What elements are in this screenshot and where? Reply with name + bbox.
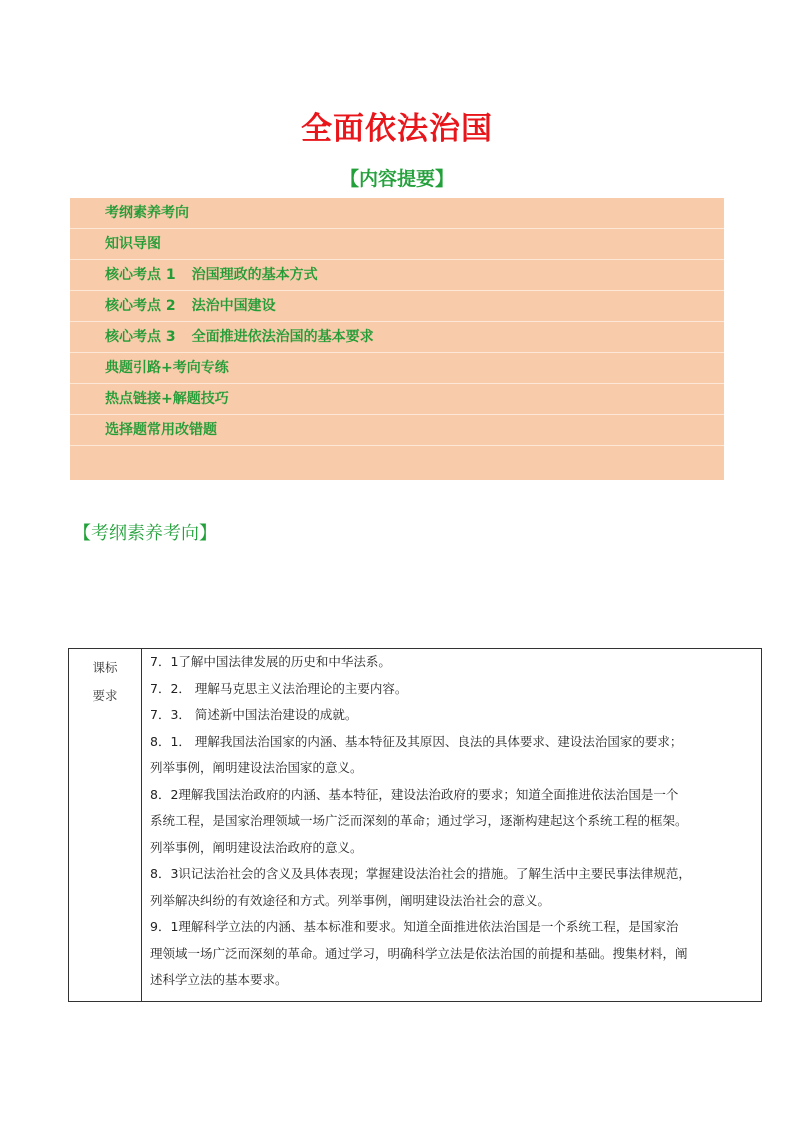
- toc-item[interactable]: [70, 198, 724, 229]
- toc-item[interactable]: [70, 384, 724, 415]
- toc-item-label: 核心考点: [105, 267, 161, 283]
- requirement-line: 列举事例，阐明建设法治国家的意义。: [150, 760, 363, 775]
- section-heading: 【考纲素养考向】: [73, 523, 217, 544]
- requirement-line: 7．2． 理解马克思主义法治理论的主要内容。: [150, 680, 408, 696]
- toc-item[interactable]: [70, 353, 724, 384]
- requirement-line: 系统工程，是国家治理领域一场广泛而深刻的革命；通过学习，逐渐构建起这个系统工程的框架。: [150, 813, 688, 828]
- toc-item-label: 选择题常用改错题: [105, 422, 217, 438]
- toc-item-label: 考纲素养考向: [105, 205, 189, 221]
- requirement-line: 列举事例，阐明建设法治政府的意义。: [150, 839, 363, 855]
- toc-item-number: 1: [165, 267, 176, 283]
- toc-item-number: 3: [165, 329, 176, 345]
- requirement-line: 7．3． 简述新中国法治建设的成就。: [150, 707, 358, 722]
- requirement-line: 7．1了解中国法律发展的历史和中华法系。: [150, 654, 391, 669]
- toc-item-label: 知识导图: [105, 236, 161, 252]
- requirement-line: 9．1理解科学立法的内涵、基本标准和要求。知道全面推进依法治国是一个系统工程，是国家治: [150, 919, 679, 934]
- toc-heading: 【内容提要】: [339, 168, 454, 190]
- requirements-label-line: 要求: [92, 688, 118, 703]
- requirement-line: 述科学立法的基本要求。: [150, 972, 288, 987]
- requirement-line: 8．1． 理解我国法治国家的内涵、基本特征及其原因、良法的具体要求、建设法治国家的要求；: [150, 733, 683, 749]
- requirement-line: 列举解决纠纷的有效途径和方式。列举事例，阐明建设法治社会的意义。: [150, 892, 551, 908]
- requirement-line: 理领域一场广泛而深刻的革命。通过学习，明确科学立法是依法治国的前提和基础。搜集材料，阐: [150, 945, 688, 961]
- toc-item-text: 全面推进依法治国的基本要求: [191, 329, 374, 345]
- toc-item-label: 典题引路+考向专练: [105, 360, 229, 376]
- toc-item-label: 热点链接+解题技巧: [105, 391, 229, 407]
- toc-item-number: 2: [165, 298, 176, 314]
- toc-item-label: 核心考点: [105, 329, 161, 345]
- table-of-contents: [70, 198, 724, 480]
- toc-item[interactable]: [70, 229, 724, 260]
- toc-item[interactable]: [70, 291, 724, 322]
- toc-item-text: 治国理政的基本方式: [191, 267, 318, 283]
- toc-item-label: 核心考点: [105, 298, 161, 314]
- requirement-line: 8．3识记法治社会的含义及具体表现；掌握建设法治社会的措施。了解生活中主要民事法律规范，: [150, 866, 691, 881]
- toc-item-empty: [70, 446, 724, 477]
- toc-item[interactable]: [70, 260, 724, 291]
- toc-item[interactable]: [70, 322, 724, 353]
- requirements-label-cell: [69, 649, 142, 1001]
- requirements-label-line: 课标: [92, 660, 118, 675]
- requirements-content-cell: [142, 649, 761, 1001]
- requirements-table: [68, 648, 762, 1002]
- requirement-line: 8．2理解我国法治政府的内涵、基本特征，建设法治政府的要求；知道全面推进依法治国是一个: [150, 786, 679, 802]
- page-title: 全面依法治国: [301, 111, 493, 147]
- toc-item[interactable]: [70, 415, 724, 446]
- toc-item-text: 法治中国建设: [191, 298, 276, 314]
